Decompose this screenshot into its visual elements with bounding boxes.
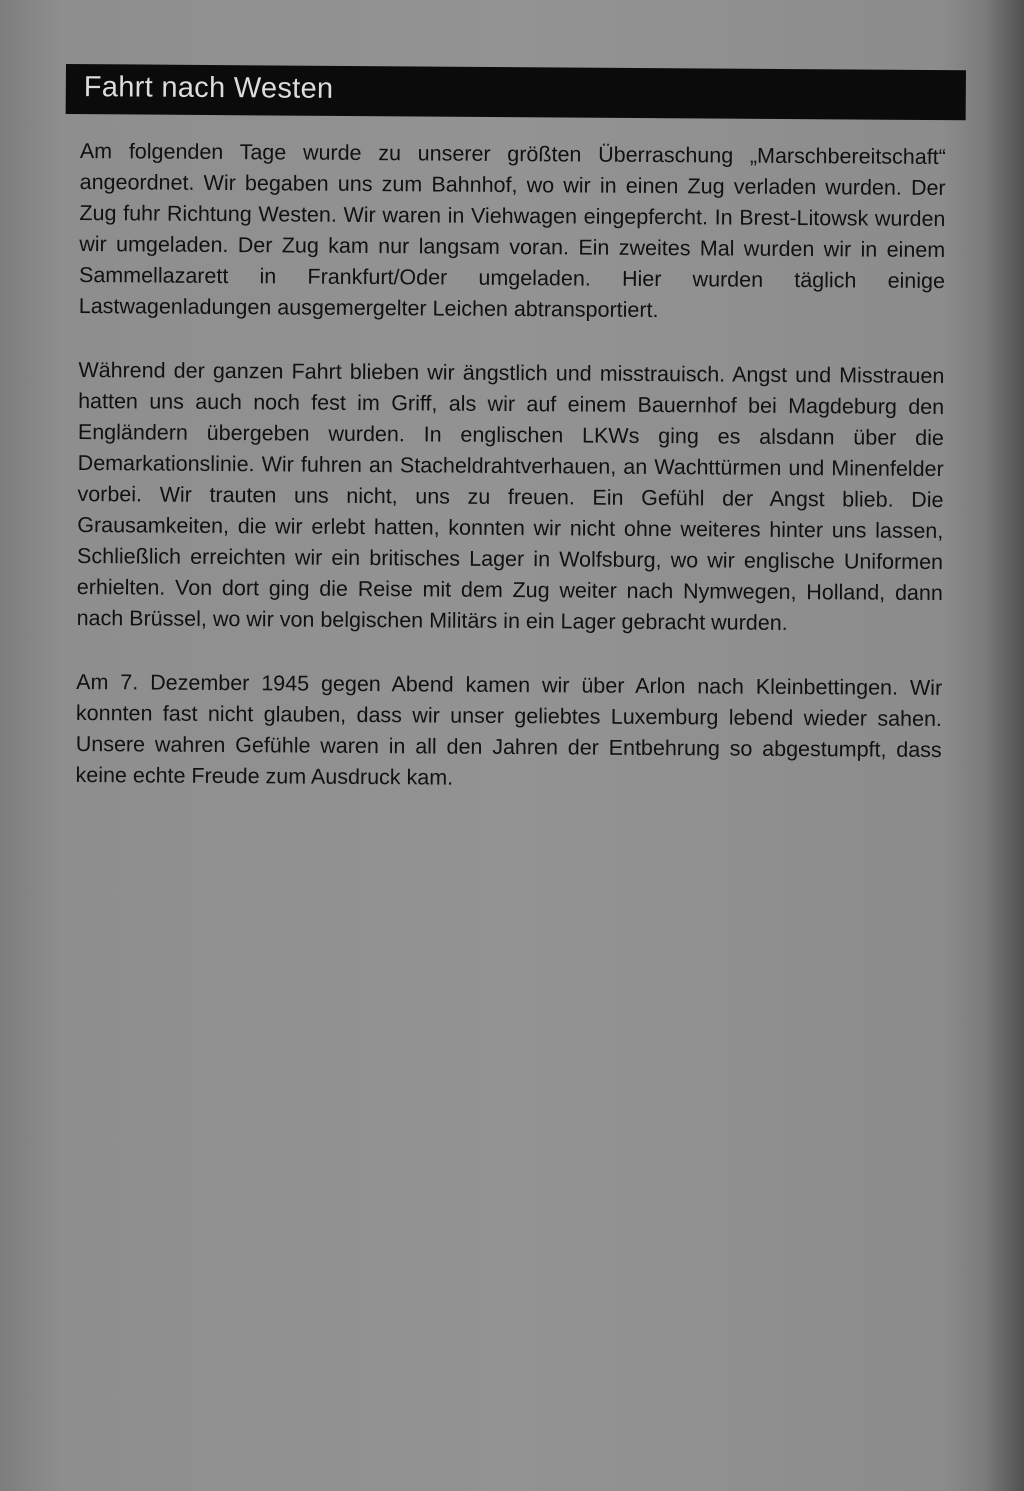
paragraph-1: Am folgenden Tage wurde zu unserer größten Überraschung „Marschbereitschaft“ angeordnet. Wir begaben uns zum Bahnhof, wo wir in einen Zug verladen wurden. Der Zug fuhr Richtung Westen. Wir waren in Viehwagen eingepfercht. In Brest-Litowsk wurden wir umgeladen. Der Zug kam nur langsam voran. Ein zweites Mal wurden wir in einem Sammellazarett in Frankfurt/Oder umgeladen. Hier wurden täglich einige Lastwagenladungen ausgemergelter Leichen abtransportiert. (78, 138, 946, 323)
paragraph-3: Am 7. Dezember 1945 gegen Abend kamen wir über Arlon nach Kleinbettingen. Wir konnten fast nicht glauben, dass wir unser geliebtes Luxemburg lebend wieder sahen. Unsere wahren Gefühle waren in all den Jahren der Entbehrung so abgestumpft, dass keine echte Freude zum Ausdruck kam. (75, 669, 943, 790)
page-edge-shadow (984, 0, 1024, 1491)
paragraph-2: Während der ganzen Fahrt blieben wir ängstlich und misstrauisch. Angst und Misstrauen hatten uns auch noch fest im Griff, als wir auf einem Bauernhof bei Magdeburg den Engländern übergeben wurden. In englischen LKWs ging es alsdann über die Demarkationslinie. Wir fuhren an Stacheldrahtverhauen, an Wachttürmen und Minenfelder vorbei. Wir trauten uns nicht, uns zu freuen. Ein Gefühl der Angst blieb. Die Grausamkeiten, die wir erlebt hatten, konnten wir nicht ohne weiteres hinter uns lassen, Schließlich erreichten wir ein britisches Lager in Wolfsburg, wo wir englische Uniformen erhielten. Von dort ging die Reise mit dem Zug weiter nach Nymwegen, Holland, dann nach Brüssel, wo wir von belgischen Militärs in ein Lager gebracht wurden. (76, 357, 945, 635)
body-text (75, 136, 946, 830)
section-title-bar (66, 64, 966, 120)
section-title: Fahrt nach Westen (83, 71, 334, 105)
